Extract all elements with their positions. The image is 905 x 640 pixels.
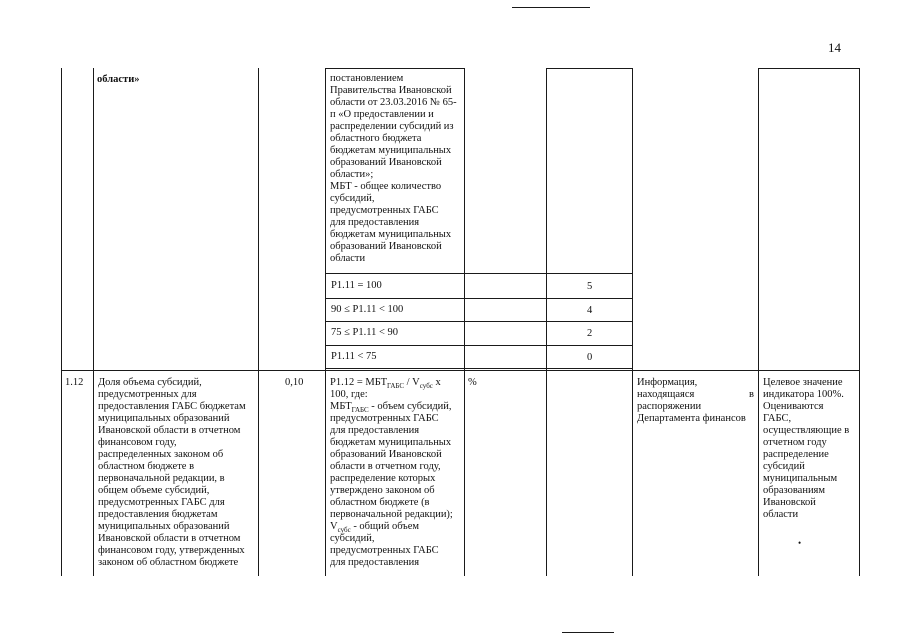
indicator-weight: 0,10 <box>285 377 304 388</box>
formula-line: образований Ивановской <box>330 157 442 168</box>
indicator-name-line: Доля объема субсидий, <box>98 377 202 388</box>
score-line-1 <box>325 273 633 274</box>
note-line: распределение <box>763 449 829 460</box>
note-line: осуществляющие в <box>763 425 850 436</box>
formula-line: Правительства Ивановской <box>330 85 452 96</box>
row-separator-1-12 <box>61 370 860 371</box>
note-line: области <box>763 509 799 520</box>
indicator-name-line: областном бюджете в <box>98 461 195 472</box>
note-line: ГАБС, <box>763 413 792 424</box>
col-line-9 <box>859 68 860 576</box>
indicator-name-line: Ивановской области в отчетном <box>98 533 241 544</box>
page-number: 14 <box>828 40 841 55</box>
indicator-name-line: законом об областном бюджете <box>98 557 239 568</box>
formula-part: x <box>432 377 441 388</box>
indicator-name-line: финансовом году, утвержденных <box>98 545 245 556</box>
formula-line: субсидий, <box>330 193 375 204</box>
formula-line: постановлением <box>330 73 404 84</box>
formula-subscript: субс <box>337 526 351 535</box>
formula-subscript: ГАБС <box>387 382 405 391</box>
note-line: Оцениваются <box>763 401 824 412</box>
unit-of-measure: % <box>468 377 477 388</box>
formula-line: предусмотренных ГАБС <box>330 205 439 216</box>
col-line-2 <box>93 68 94 576</box>
indicator-name-line: предусмотренных ГАБС для <box>98 497 225 508</box>
formula-part: Р1.12 = МБТ <box>330 377 388 388</box>
formula-line: области»; <box>330 169 374 180</box>
formula-line: МБТ - общее количество <box>330 181 442 192</box>
formula-subscript: ГАБС <box>351 406 369 415</box>
formula-line: для предоставления <box>330 217 420 228</box>
indicator-name-line: предусмотренных для <box>98 389 197 400</box>
indicator-name-line: общем объеме субсидий, <box>98 485 210 496</box>
score-condition: 75 ≤ Р1.11 < 90 <box>331 327 399 338</box>
indicator-name-line: муниципальных образований <box>98 413 230 424</box>
score-condition: Р1.11 = 100 <box>331 280 382 291</box>
formula-line: предусмотренных ГАБС <box>330 413 439 424</box>
source-line: распоряжении <box>637 401 702 412</box>
score-line-4 <box>325 345 633 346</box>
col-line-6 <box>546 68 547 576</box>
formula-subscript: субс <box>419 382 433 391</box>
score-value: 4 <box>587 305 593 316</box>
note-line: Ивановской <box>763 497 816 508</box>
formula-line: утверждено законом об <box>330 485 435 496</box>
formula-line: для предоставления <box>330 425 420 436</box>
formula-part: V <box>330 521 338 532</box>
source-line: Департамента финансов <box>637 413 746 424</box>
formula-part: МБТ <box>330 401 352 412</box>
row-number: 1.12 <box>65 377 84 388</box>
formula-line: распределении субсидий из <box>330 121 454 132</box>
note-line: индикатора 100%. <box>763 389 844 400</box>
source-line: Информация, <box>637 377 698 388</box>
formula-line: образований Ивановской <box>330 241 442 252</box>
note-line: образованиям <box>763 485 826 496</box>
bullet-mark: • <box>798 538 802 548</box>
col-line-4 <box>325 68 326 576</box>
formula-line: 100, где: <box>330 389 368 400</box>
score-line-5 <box>325 368 633 369</box>
indicator-name-line: распределенных законом об <box>98 449 224 460</box>
formula-line: области от 23.03.2016 № 65- <box>330 97 457 108</box>
note-line: отчетном году <box>763 437 827 448</box>
indicator-name-line: финансовом году, <box>98 437 177 448</box>
formula-line: области <box>330 253 366 264</box>
indicator-name-line: предоставления бюджетам <box>98 509 218 520</box>
formula-line: субсидий, <box>330 533 375 544</box>
formula-line: первоначальной редакции); <box>330 509 453 520</box>
source-line: в <box>749 389 754 400</box>
formula-part: - общий объем <box>350 521 420 532</box>
score-condition: Р1.11 < 75 <box>331 351 377 362</box>
col-line-5 <box>464 68 465 576</box>
score-line-2 <box>325 298 633 299</box>
score-value: 2 <box>587 328 593 339</box>
formula-line: п «О предоставлении и <box>330 109 434 120</box>
indicator-name-line: предоставления ГАБС бюджетам <box>98 401 246 412</box>
row-line-top-c <box>758 68 860 69</box>
formula-part: - объем субсидий, <box>368 401 452 412</box>
formula-line <box>330 521 419 533</box>
col-line-1 <box>61 68 62 576</box>
formula-line: предусмотренных ГАБС <box>330 545 439 556</box>
col-line-7 <box>632 68 633 576</box>
formula-line <box>330 401 452 413</box>
score-line-3 <box>325 321 633 322</box>
score-condition: 90 ≤ Р1.11 < 100 <box>331 304 404 315</box>
score-value: 5 <box>587 281 593 292</box>
note-line: Целевое значение <box>763 377 843 388</box>
note-line: муниципальным <box>763 473 838 484</box>
formula-line: областном бюджете (в <box>330 497 430 508</box>
formula-line: образований Ивановской <box>330 449 442 460</box>
score-value: 0 <box>587 352 593 363</box>
prev-row-name-end: области» <box>97 74 140 85</box>
formula-line: бюджетам муниципальных <box>330 437 452 448</box>
note-line: субсидий <box>763 461 805 472</box>
col-line-3 <box>258 68 259 576</box>
row-line-top-a <box>325 68 465 69</box>
source-line: находящаяся <box>637 389 695 400</box>
row-line-top-b <box>546 68 633 69</box>
formula-line: областного бюджета <box>330 133 422 144</box>
formula-line: бюджетам муниципальных <box>330 229 452 240</box>
indicator-name-line: первоначальной редакции, в <box>98 473 225 484</box>
indicator-name-line: Ивановской области в отчетном <box>98 425 241 436</box>
bottom-rule <box>562 632 614 633</box>
indicator-name-line: муниципальных образований <box>98 521 230 532</box>
formula-part: / V <box>404 377 420 388</box>
top-rule <box>512 7 590 8</box>
formula-line: бюджетам муниципальных <box>330 145 452 156</box>
formula-line: для предоставления <box>330 557 420 568</box>
formula-line-1 <box>330 377 441 389</box>
formula-line: области в отчетном году, <box>330 461 441 472</box>
formula-line: распределение которых <box>330 473 436 484</box>
col-line-8 <box>758 68 759 576</box>
